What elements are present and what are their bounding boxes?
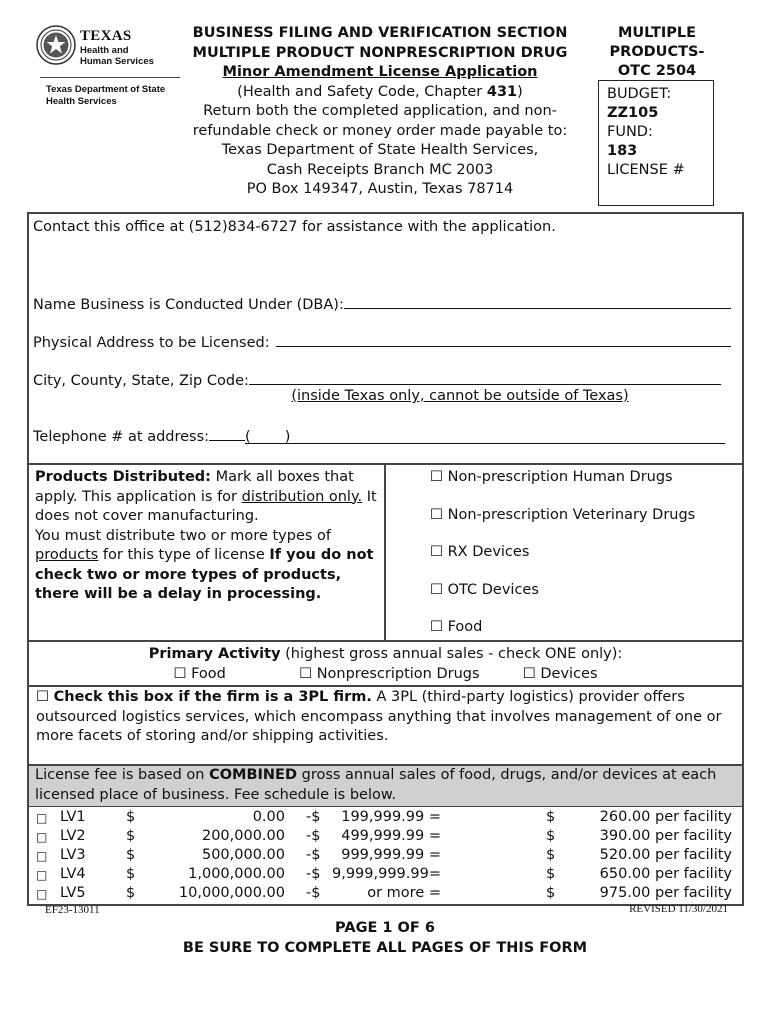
logo-divider <box>40 77 180 78</box>
completion-reminder: BE SURE TO COMPLETE ALL PAGES OF THIS FORM <box>182 940 588 956</box>
fund-label: FUND: <box>607 124 653 140</box>
header-title-1: BUSINESS FILING AND VERIFICATION SECTION <box>192 25 568 41</box>
checkbox-otc-human-drugs[interactable]: ☐ Non-prescription Human Drugs <box>430 469 673 485</box>
header-line-5: Return both the completed application, and non- <box>203 103 557 119</box>
threepl-section: ☐ Check this box if the firm is a 3PL firm. A 3PL (third-party logistics) provider offers outsourced logistics services, which encompass anything that involves management of one or more facets of storing and/or shipping activities. <box>36 689 722 744</box>
budget-value: ZZ105 <box>607 105 659 121</box>
phone-number-field[interactable]: ( ) <box>245 429 725 444</box>
license-number-label: LICENSE # <box>607 162 685 178</box>
header-line-7: Texas Department of State Health Services, <box>221 142 539 158</box>
form-code: EF23-13011 <box>45 904 100 916</box>
page-number: PAGE 1 OF 6 <box>335 920 435 936</box>
fee-row-lv2: □ LV2 $ 200,000.00 -$ 499,999.99 = $ 390.00 per facility <box>36 828 732 844</box>
fee-row-lv4: □ LV4 $ 1,000,000.00 -$ 9,999,999.99= $ 650.00 per facility <box>36 866 732 882</box>
city-field[interactable] <box>249 370 721 385</box>
dba-label: Name Business is Conducted Under (DBA): <box>33 297 344 313</box>
fee-checkbox-lv4[interactable]: □ <box>36 868 48 882</box>
address-field[interactable] <box>276 332 731 347</box>
checkbox-icon: ☐ <box>430 582 443 598</box>
org-name: TEXAS <box>80 28 132 44</box>
checkbox-icon: ☐ <box>430 507 443 523</box>
checkbox-icon: ☐ <box>299 666 313 682</box>
office-use-box <box>598 80 714 206</box>
org-subname: Health and Human Services <box>80 45 154 67</box>
form-header <box>170 24 590 200</box>
fee-checkbox-lv5[interactable]: □ <box>36 887 48 901</box>
license-type-header <box>596 24 718 81</box>
phone-label: Telephone # at address: <box>33 429 210 445</box>
checkbox-icon: ☐ <box>430 619 443 635</box>
license-type-line-3: OTC 2504 <box>617 63 697 79</box>
texas-note: (inside Texas only, cannot be outside of Texas) <box>291 388 629 404</box>
dba-field[interactable] <box>344 294 731 309</box>
department-name: Texas Department of State Health Services <box>46 84 166 107</box>
checkbox-otc-veterinary-drugs[interactable]: ☐ Non-prescription Veterinary Drugs <box>430 507 696 523</box>
header-line-6: refundable check or money order made payable to: <box>192 122 568 139</box>
fee-header: License fee is based on COMBINED gross annual sales of food, drugs, and/or devices at each licensed place of business. Fee schedule is below. <box>29 766 742 806</box>
header-line-9: PO Box 149347, Austin, Texas 78714 <box>246 181 514 197</box>
divider-3pl <box>27 685 744 687</box>
dba-row <box>33 294 731 313</box>
license-type-line-2: PRODUCTS- <box>609 44 705 60</box>
products-instructions: Products Distributed: Mark all boxes that apply. This application is for distribution only. It does not cover manufacturing. You must distribute two or more types of products for this type of license If you do not check two or more types of products, there will be a delay in processing. <box>35 469 377 602</box>
checkbox-rx-devices[interactable]: ☐ RX Devices <box>430 544 530 560</box>
page-footer <box>0 918 770 958</box>
address-label: Physical Address to be Licensed: <box>33 335 270 351</box>
fee-row-lv3: □ LV3 $ 500,000.00 -$ 999,999.99 = $ 520.00 per facility <box>36 847 732 863</box>
primary-devices-option[interactable]: ☐ Devices <box>522 666 598 682</box>
checkbox-icon: ☐ <box>173 666 187 682</box>
divider-fee-table <box>27 806 744 807</box>
primary-drugs-option[interactable]: ☐ Nonprescription Drugs <box>299 666 480 682</box>
checkbox-icon: ☐ <box>36 689 49 705</box>
fee-checkbox-lv3[interactable]: □ <box>36 849 48 863</box>
phone-area-field[interactable] <box>209 426 245 441</box>
primary-activity: Primary Activity (highest gross annual sales - check ONE only): ☐ Food ☐ Nonprescription Drugs ☐ Devices <box>148 646 623 682</box>
contact-line: Contact this office at (512)834-6727 for assistance with the application. <box>33 219 556 235</box>
checkbox-icon: ☐ <box>430 469 443 485</box>
header-statute: (Health and Safety Code, Chapter 431) <box>237 83 523 100</box>
license-type-line-1: MULTIPLE <box>617 25 697 41</box>
fund-value: 183 <box>607 143 638 159</box>
texas-seal-icon <box>36 25 76 65</box>
divider-primary <box>27 640 744 642</box>
fee-row-lv5: □ LV5 $ 10,000,000.00 -$ or more = $ 975.00 per facility <box>36 885 732 901</box>
revision-date: REVISED 11/30/2021 <box>629 903 728 915</box>
fee-row-lv1: □ LV1 $ 0.00 -$ 199,999.99 = $ 260.00 per facility <box>36 809 732 825</box>
checkbox-otc-devices[interactable]: ☐ OTC Devices <box>430 582 539 598</box>
header-line-8: Cash Receipts Branch MC 2003 <box>266 161 494 178</box>
budget-label: BUDGET: <box>607 86 672 102</box>
header-title-2: MULTIPLE PRODUCT NONPRESCRIPTION DRUG <box>192 44 568 61</box>
fee-checkbox-lv2[interactable]: □ <box>36 830 48 844</box>
city-label: City, County, State, Zip Code: <box>33 373 249 389</box>
checkbox-3pl[interactable] <box>36 689 49 705</box>
checkbox-food[interactable]: ☐ Food <box>430 619 483 635</box>
city-row <box>33 370 721 389</box>
checkbox-icon: ☐ <box>430 544 443 560</box>
checkbox-icon: ☐ <box>522 666 536 682</box>
header-title-3: Minor Amendment License Application <box>222 64 538 80</box>
address-row <box>33 332 731 351</box>
primary-food-option[interactable]: ☐ Food <box>173 666 226 682</box>
fee-checkbox-lv1[interactable]: □ <box>36 811 48 825</box>
divider-products-vertical <box>384 463 386 640</box>
phone-row <box>33 426 725 445</box>
